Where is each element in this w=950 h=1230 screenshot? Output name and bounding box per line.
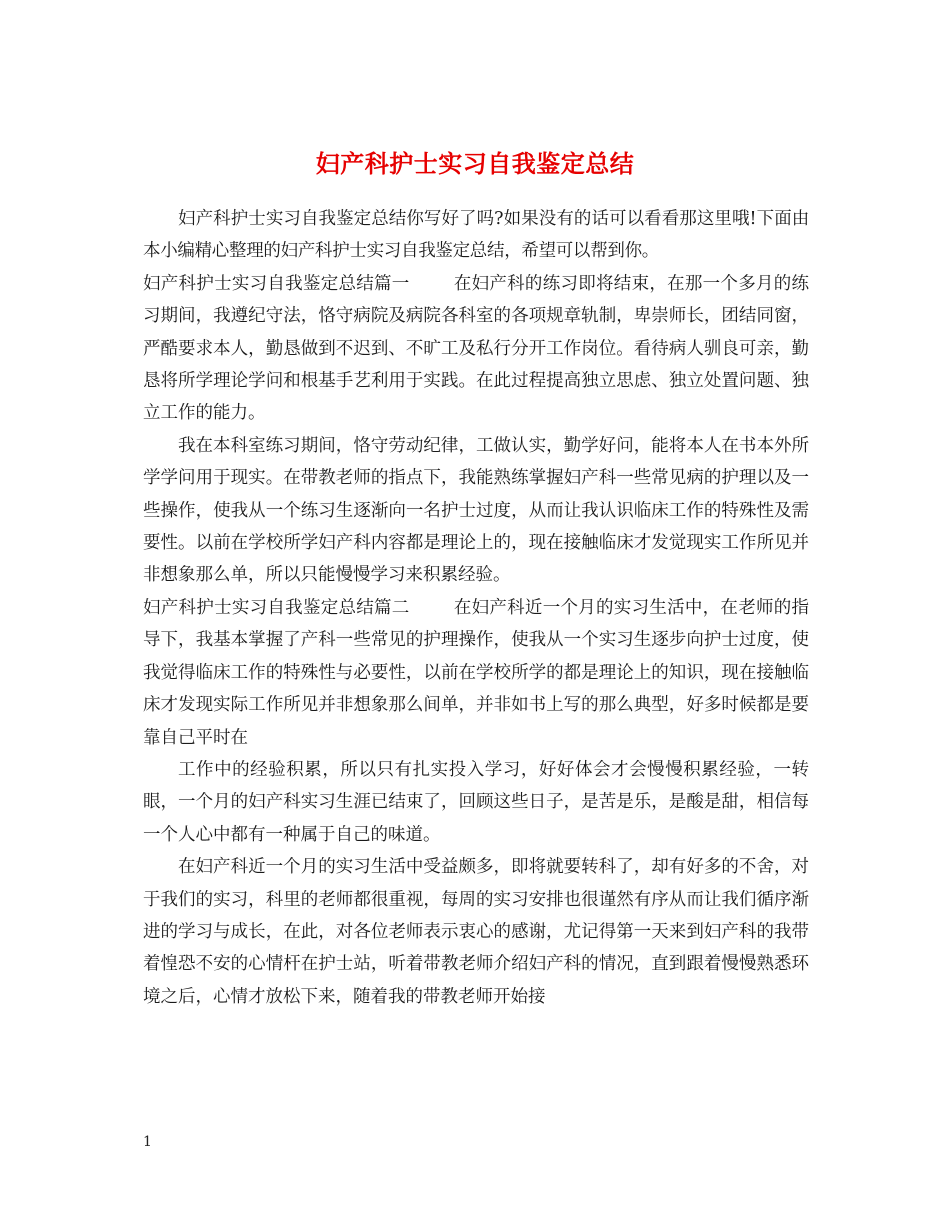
section-two-paragraph [143, 592, 809, 754]
section-one-text: 在妇产科的练习即将结束，在那一个多月的练习期间，我遵纪守法，恪守病院及病院各科室的各项规章轨制，卑崇师长，团结同窗，严酷要求本人，勤恳做到不迟到、不旷工及私行分开工作岗位。看待病人驯良可亲，勤恳将所学理论学问和根基手艺利用于实践。在此过程提高独立思虑、独立处置问题、独立工作的能力。 [143, 273, 810, 424]
practice-paragraph: 我在本科室练习期间，恪守劳动纪律，工做认实，勤学好问，能将本人在书本外所学学问用于现实。在带教老师的指点下，我能熟练掌握妇产科一些常见病的护理以及一些操作，使我从一个练习生逐渐向一名护士过度，从而让我认识临床工作的特殊性及需要性。以前在学校所学妇产科内容都是理论上的，现在接触临床才发觉现实工作所见并非想象那么单，所以只能慢慢学习来积累经验。 [143, 435, 809, 586]
section-two-text: 在妇产科近一个月的实习生活中，在老师的指导下，我基本掌握了产科一些常见的护理操作，使我从一个实习生逐步向护士过度，使我觉得临床工作的特殊性与必要性，以前在学校所学的都是理论上的知识，现在接触临床才发现实际工作所见并非想象那么间单，并非如书上写的那么典型，好多时候都是要靠自己平时在 [143, 597, 810, 748]
section-one-heading: 妇产科护士实习自我鉴定总结篇一 [143, 273, 410, 294]
section-one-paragraph [143, 268, 809, 430]
section-two-heading: 妇产科护士实习自我鉴定总结篇二 [143, 597, 410, 618]
gratitude-paragraph: 在妇产科近一个月的实习生活中受益颇多，即将就要转科了，却有好多的不舍，对于我们的实习，科里的老师都很重视，每周的实习安排也很谨然有序从而让我们循序渐进的学习与成长，在此，对各位老师表示衷心的感谢，尤记得第一天来到妇产科的我带着惶恐不安的心情杆在护士站，听着带教老师介绍妇产科的情况，直到跟着慢慢熟悉环境之后，心情才放松下来，随着我的带教老师开始接 [143, 857, 809, 1007]
intro-paragraph: 妇产科护士实习自我鉴定总结你写好了吗?如果没有的话可以看看那这里哦!下面由本小编精心整理的妇产科护士实习自我鉴定总结，希望可以帮到你。 [143, 209, 809, 262]
document-body [143, 203, 809, 1013]
document-title: 妇产科护士实习自我鉴定总结 [315, 149, 635, 179]
page-number: 1 [143, 1134, 152, 1150]
experience-paragraph: 工作中的经验积累，所以只有扎实投入学习，好好体会才会慢慢积累经验，一转眼，一个月的妇产科实习生涯已结束了，回顾这些日子，是苦是乐，是酸是甜，相信每一个人心中都有一种属于自己的味道。 [143, 759, 809, 845]
